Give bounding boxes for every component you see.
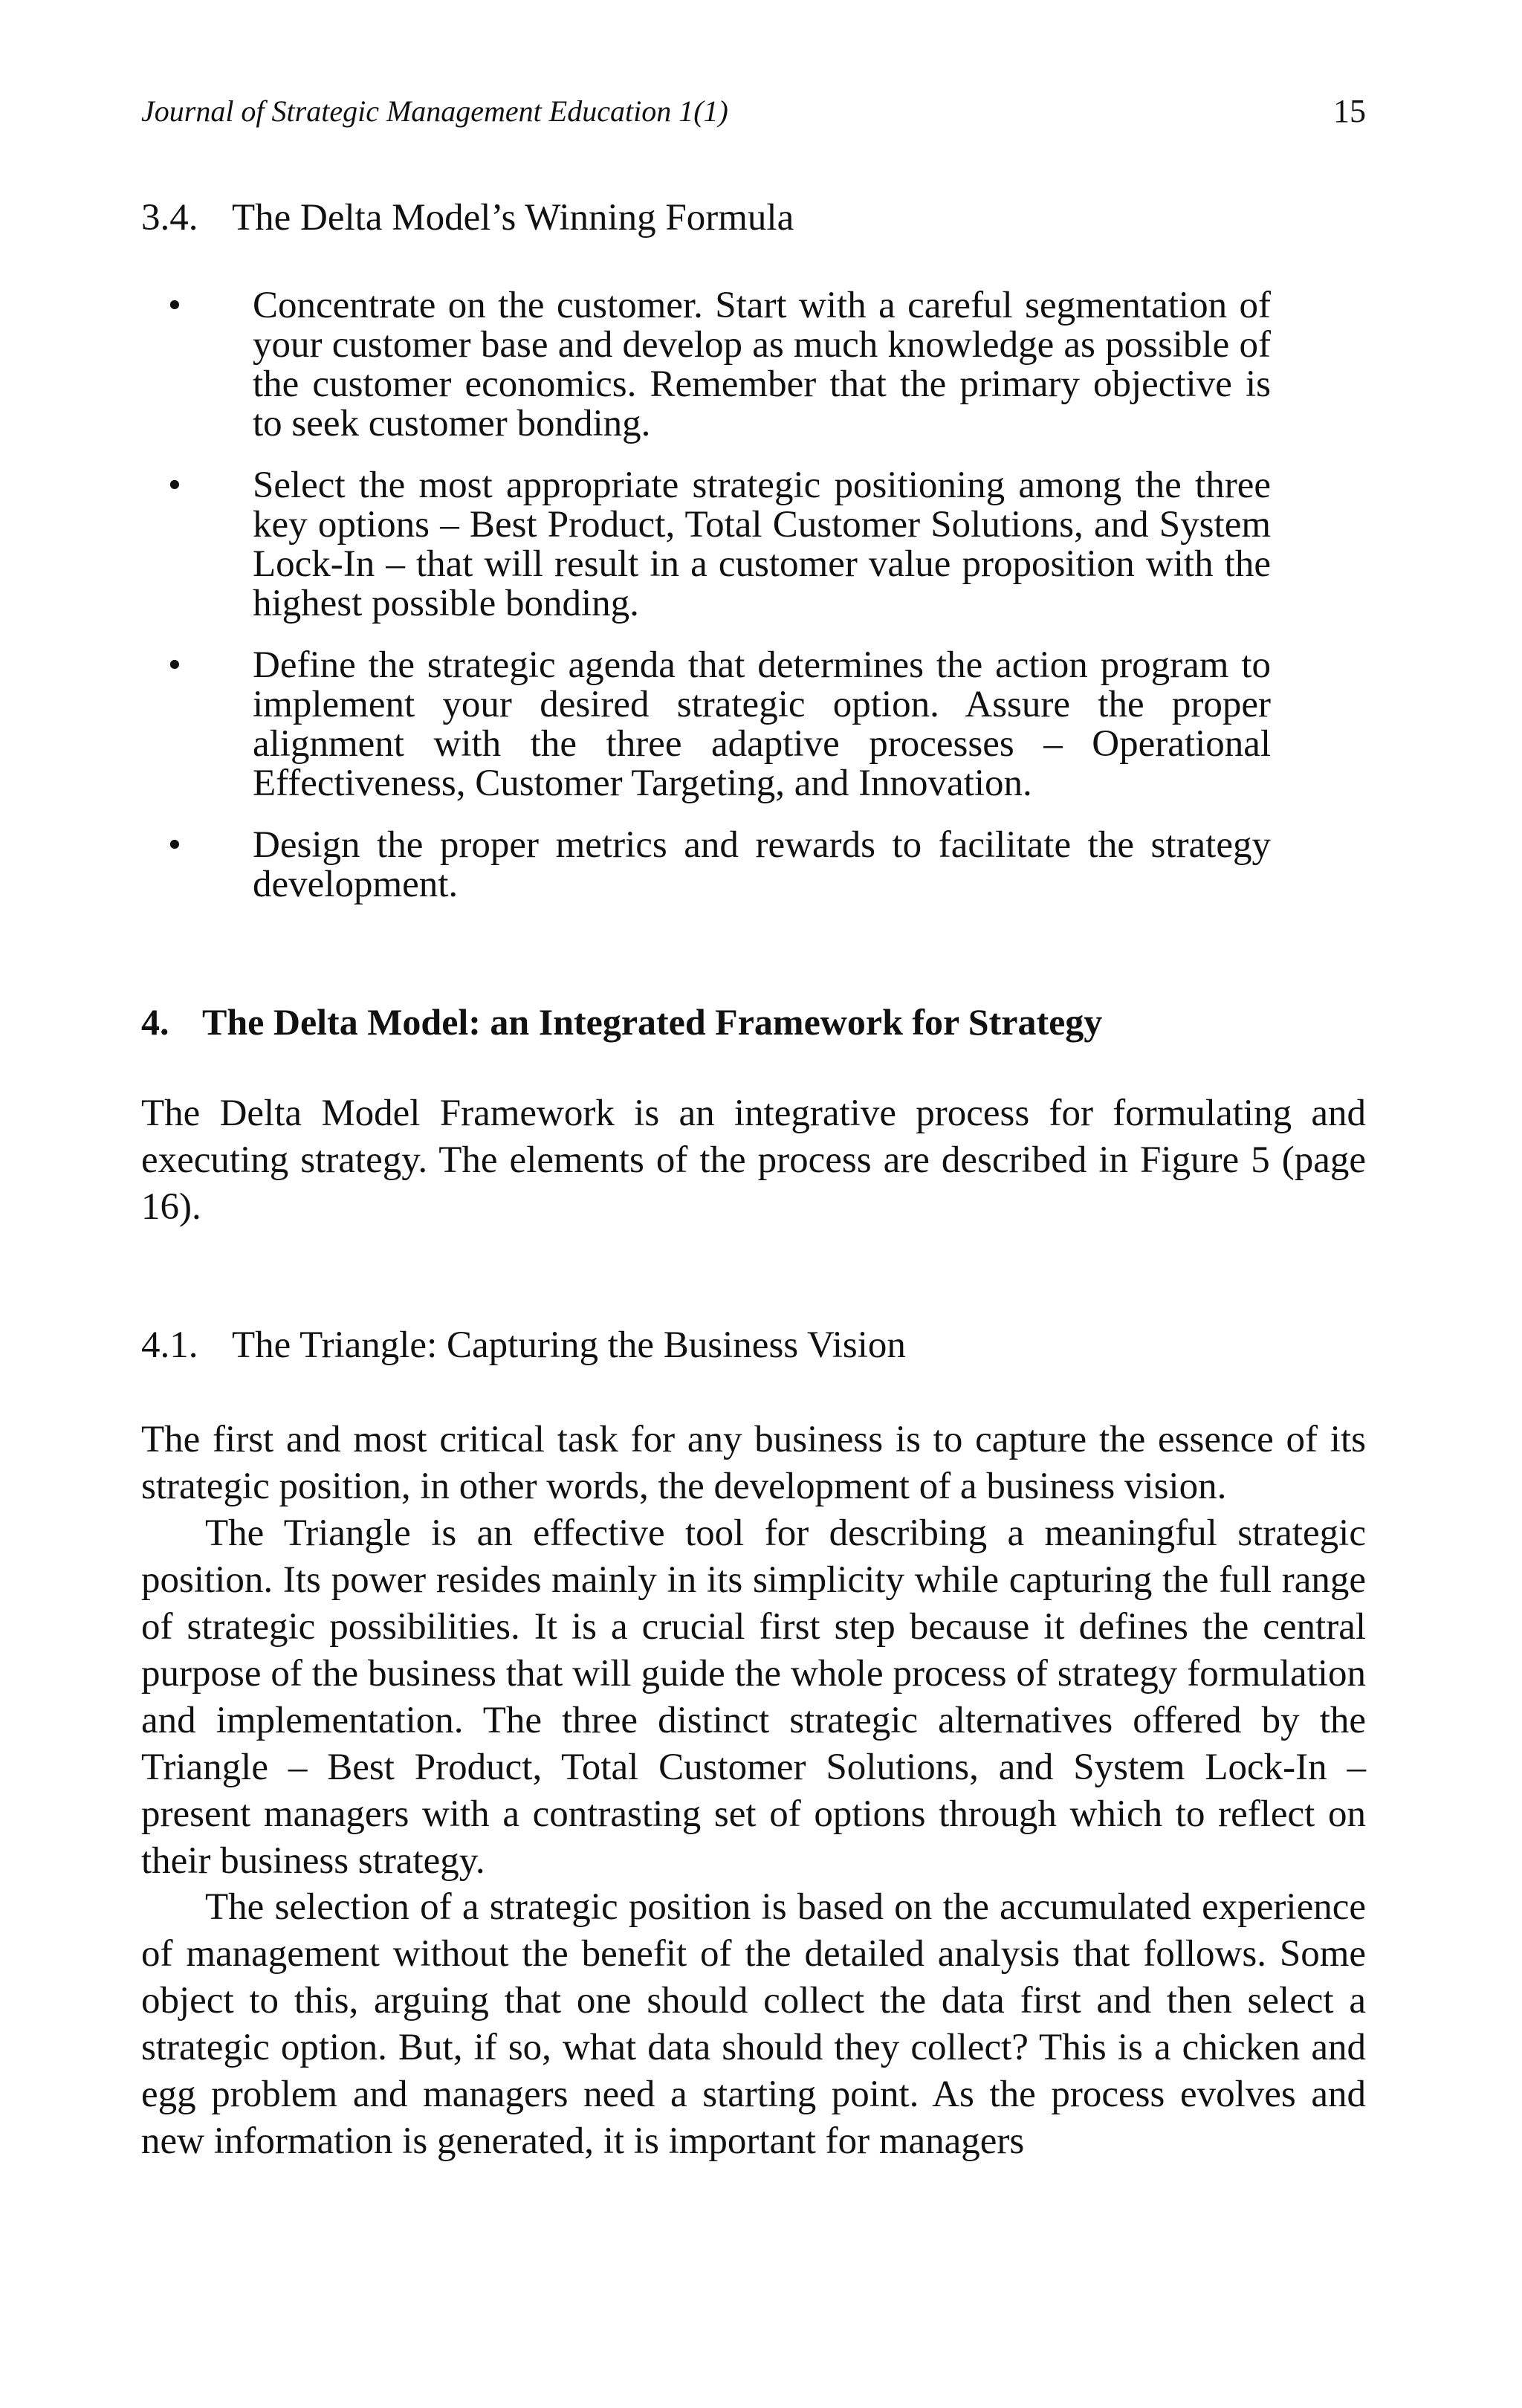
section-4-paragraph: The Delta Model Framework is an integrative process for formulating and executing strategy. The elements of the process are described in Figure 5 (page 16). bbox=[141, 1093, 1366, 1228]
bullet-icon: • bbox=[168, 465, 181, 506]
bullet-text: Select the most appropriate strategic positioning among the three key options – Best Product, Total Customer Solutions, and System Lock-In – that will result in a customer value proposition with the highest possible bonding. bbox=[253, 465, 1271, 624]
bullet-text: Concentrate on the customer. Start with a careful segmentation of your customer base and develop as much knowledge as possible of the customer economics. Remember that the primary objective is to seek customer bonding. bbox=[253, 285, 1271, 444]
section-4-title: The Delta Model: an Integrated Framework for Strategy bbox=[202, 1001, 1103, 1043]
page-number: 15 bbox=[1333, 93, 1366, 129]
section-3-4-number: 3.4. bbox=[141, 197, 198, 239]
bullet-icon: • bbox=[168, 285, 181, 326]
bullet-text: Define the strategic agenda that determines the action program to implement your desired strategic option. Assure the proper alignment with the three adaptive processes – Operational Effectiveness, Customer Targeting, and Innovation. bbox=[253, 644, 1271, 804]
section-4-number: 4. bbox=[141, 1001, 169, 1043]
winning-formula-bullet-list bbox=[141, 286, 1271, 927]
section-3-4-heading bbox=[141, 192, 794, 244]
section-4-1-heading bbox=[141, 1319, 906, 1371]
body-paragraph: The Triangle is an effective tool for describing a meaningful strategic position. Its power resides mainly in its simplicity while capturing the full range of strategic possibilities. It is a crucial first step because it defines the central purpose of the business that will guide the whole process of strategy formulation and implementation. The three distinct strategic alternatives offered by the Triangle – Best Product, Total Customer Solutions, and System Lock-In – present managers with a contrasting set of options through which to reflect on their business strategy. bbox=[141, 1512, 1366, 1882]
bullet-item bbox=[141, 466, 1271, 624]
bullet-item bbox=[141, 646, 1271, 803]
bullet-icon: • bbox=[168, 824, 181, 866]
bullet-item bbox=[141, 286, 1271, 444]
bullet-item bbox=[141, 826, 1271, 904]
section-4-heading bbox=[141, 996, 1102, 1048]
running-header-journal-title: Journal of Strategic Management Education 1(1) bbox=[141, 94, 728, 128]
section-3-4-title: The Delta Model’s Winning Formula bbox=[232, 197, 794, 239]
bullet-text: Design the proper metrics and rewards to facilitate the strategy development. bbox=[253, 824, 1271, 905]
section-4-1-title: The Triangle: Capturing the Business Vision bbox=[232, 1324, 906, 1366]
section-4-1-number: 4.1. bbox=[141, 1324, 198, 1366]
bullet-icon: • bbox=[168, 644, 181, 686]
body-paragraph: The first and most critical task for any business is to capture the essence of its strategic position, in other words, the development of a business vision. bbox=[141, 1419, 1366, 1507]
body-paragraph: The selection of a strategic position is based on the accumulated experience of management without the benefit of the detailed analysis that follows. Some object to this, arguing that one should collect the data first and then select a strategic option. But, if so, what data should they collect? This is a chicken and egg problem and managers need a starting point. As the process evolves and new information is generated, it is important for managers bbox=[141, 1886, 1366, 2162]
